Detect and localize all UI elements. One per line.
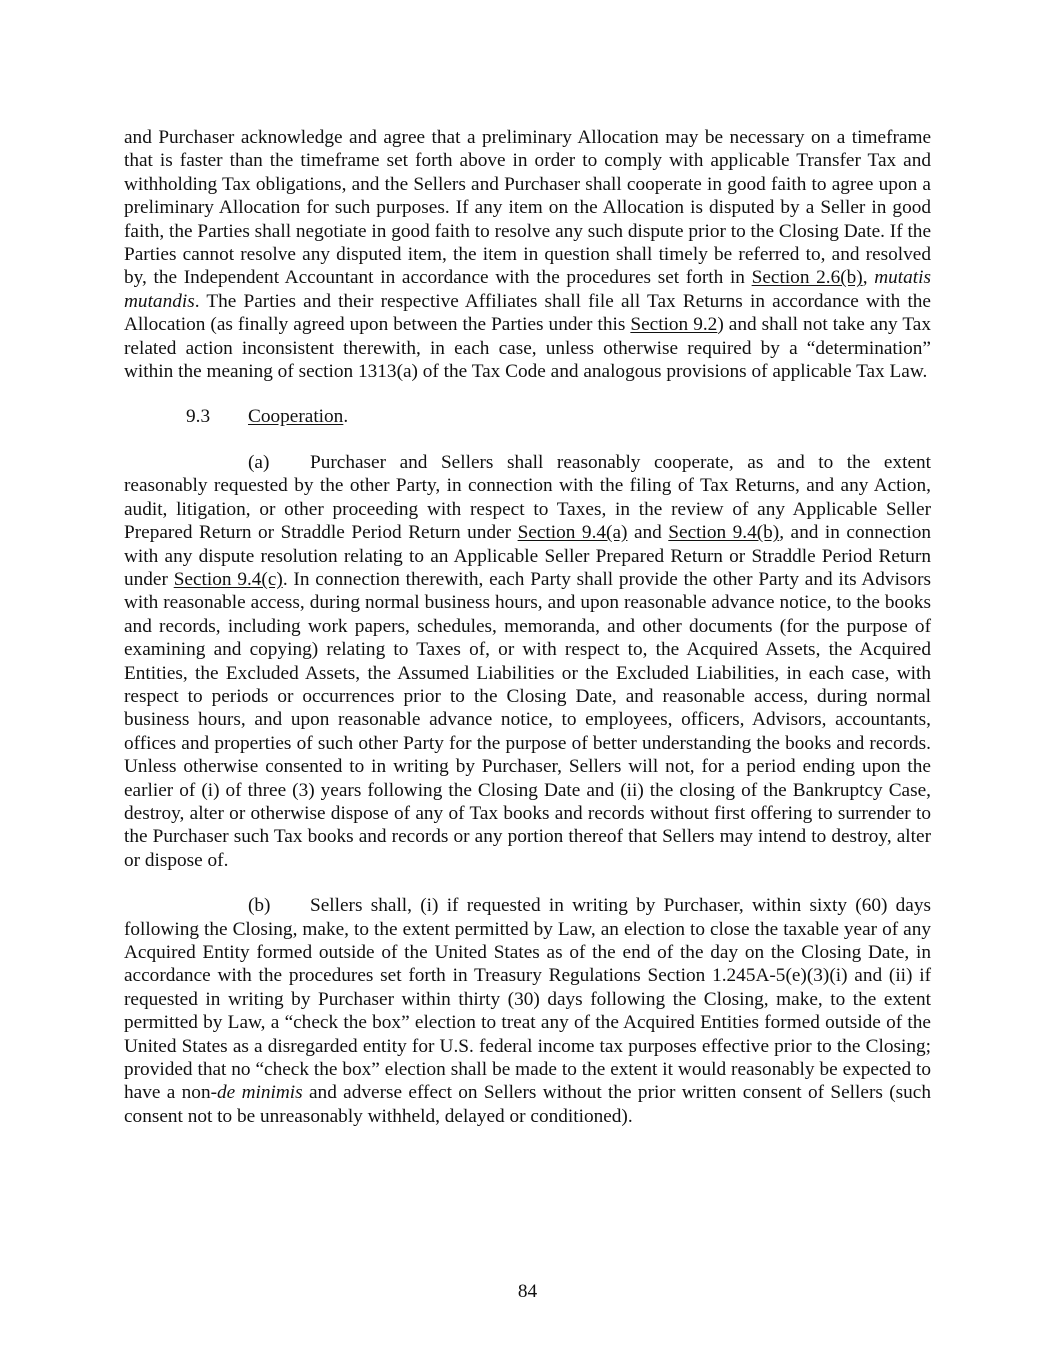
text-run: Purchaser and Sellers shall reasonably cooperate, as and to the extent reasonably requested by the other Party, in connection with the filing of Tax Returns, and any Action, audit, litigation, or other proceeding with respect to Taxes, in the review of any Applicable Seller Prepared Return or Straddle Period Return under	[124, 451, 931, 544]
page-body	[124, 126, 931, 1150]
text-run: ) and shall not take any Tax related action inconsistent therewith, in each case, unless otherwise required by a “determination” within the meaning of section 1313(a) of the Tax Code and analogous provisions of applicable Tax Law.	[124, 314, 931, 383]
page-number: 84	[517, 1281, 538, 1302]
text-run: , and in connection with any dispute resolution relating to an Applicable Seller Prepared Return or Straddle Period Return under	[124, 522, 932, 590]
de-minimis-emphasis: de minimis	[217, 1082, 303, 1104]
section-title: Cooperation	[248, 406, 344, 428]
subsection-label: (a)	[248, 451, 270, 473]
section-9-2-reference: Section 9.2	[630, 314, 718, 336]
text-run: Sellers shall, (i) if requested in writing by Purchaser, within sixty (60) days following the Closing, make, to the extent permitted by Law, an election to close the taxable year of any Acquired Entity formed outside of the United States as of the end of the day on the Closing Date, in accordance with the procedures set forth in Treasury Regulations Section 1.245A-5(e)(3)(i) and (ii) if requested in writing by Purchaser within thirty (30) days following the Closing, make, to the extent permitted by Law, a “check the box” election to treat any of the Acquired Entities formed outside of the United States as a disregarded entity for U.S. federal income tax purposes effective prior to the Closing; provided that no “check the box” election shall be made to the extent it would reasonably be expected to have a non-	[124, 895, 931, 1104]
text-run: ,	[862, 267, 875, 289]
text-run: . The Parties and their respective Affiliates shall file all Tax Returns in accordance with the Allocation (as finally agreed upon between the Parties under this	[124, 290, 931, 336]
section-title-suffix: .	[343, 406, 349, 428]
section-2-6-b-reference: Section 2.6(b)	[751, 267, 863, 289]
text-run: and Purchaser acknowledge and agree that a preliminary Allocation may be necessary on a timeframe that is faster than the timeframe set forth above in order to comply with applicable Transfer Tax and withholding Tax obligations, and the Sellers and Purchaser shall cooperate in good faith to agree upon a preliminary Allocation for such purposes. If any item on the Allocation is disputed by a Seller in good faith, the Parties shall negotiate in good faith to resolve any such dispute prior to the Closing Date. If the Parties cannot resolve any disputed item, the item in question shall timely be referred to, and resolved by, the Independent Accountant in accordance with the procedures set forth in	[124, 127, 931, 289]
section-number: 9.3	[186, 406, 211, 428]
section-9-4-a-reference: Section 9.4(a)	[517, 522, 628, 544]
cooperation-paragraph-b	[124, 894, 931, 1128]
text-run: and	[627, 522, 669, 544]
mutatis-mutandis-emphasis: mutatis mutandis	[124, 267, 931, 312]
section-9-4-c-reference: Section 9.4(c)	[173, 568, 283, 590]
cooperation-paragraph-a	[124, 451, 931, 872]
allocation-paragraph	[124, 126, 931, 383]
section-heading	[124, 405, 931, 428]
text-run: . In connection therewith, each Party shall provide the other Party and its Advisors with reasonable access, during normal business hours, and upon reasonable advance notice, to the books and records, including work papers, schedules, memoranda, and other documents (for the purpose of examining and copying) relating to Taxes of, or with respect to, the Acquired Assets, the Acquired Entities, the Excluded Assets, the Assumed Liabilities or the Excluded Liabilities, in each case, with respect to periods or occurrences prior to the Closing Date, and reasonable access, during normal business hours, and upon reasonable advance notice, to employees, officers, Advisors, accountants, offices and properties of such other Party for the purpose of better understanding the books and records. Unless otherwise consented to in writing by Purchaser, Sellers will not, for a period ending upon the earlier of (i) of three (3) years following the Closing Date and (ii) the closing of the Bankruptcy Case, destroy, alter or otherwise dispose of any of Tax books and records without first offering to surrender to the Purchaser such Tax books and records or any portion thereof that Sellers may intend to destroy, alter or dispose of.	[124, 568, 932, 871]
section-9-4-b-reference: Section 9.4(b)	[668, 522, 780, 544]
text-run: and adverse effect on Sellers without the prior written consent of Sellers (such consent not to be unreasonably withheld, delayed or conditioned).	[124, 1082, 931, 1127]
subsection-label: (b)	[248, 895, 271, 917]
